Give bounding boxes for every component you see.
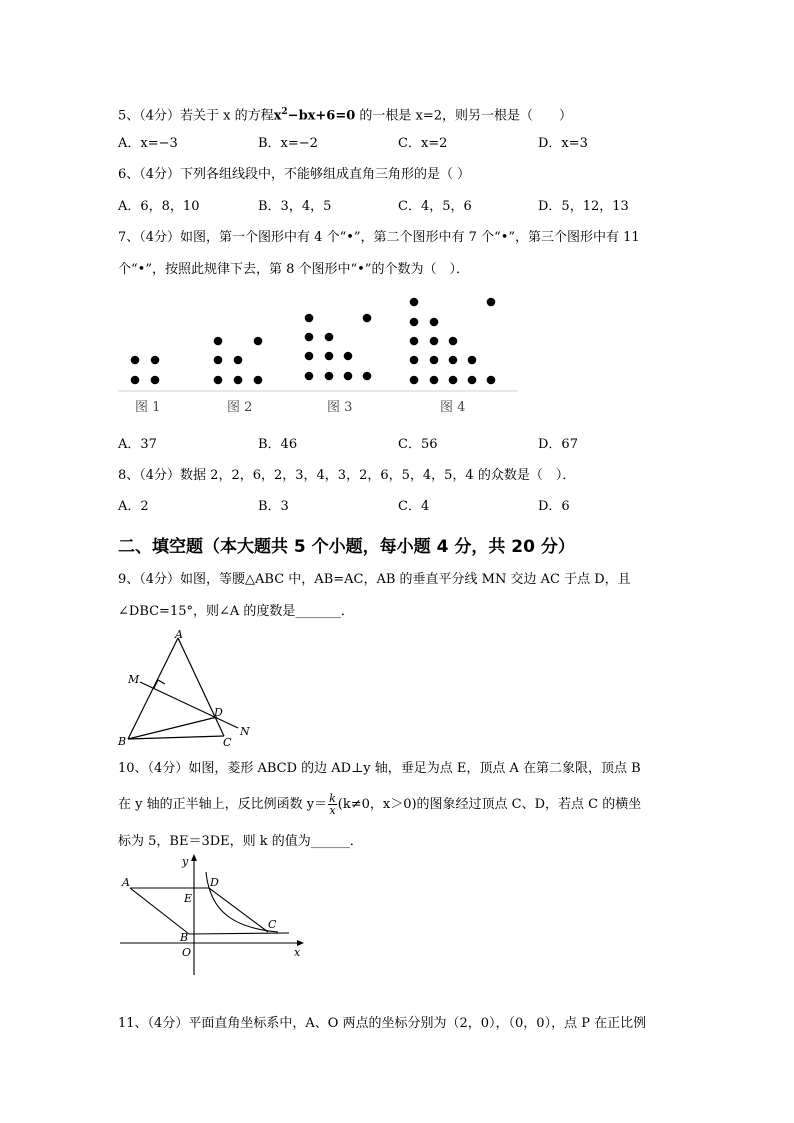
- label-D: D: [210, 876, 219, 889]
- rhombus-figure: [114, 852, 314, 978]
- question-6-stem: 6、（4分）下列各组线段中，不能够组成直角三角形的是（ ）: [118, 167, 471, 182]
- label-D: D: [214, 706, 223, 719]
- q7-option-a: A．37: [118, 437, 157, 452]
- figure-label-4: 图 4: [440, 400, 466, 415]
- question-10-stem-line2: [118, 792, 641, 818]
- q7-option-b: B．46: [258, 437, 298, 452]
- label-C: C: [223, 736, 232, 749]
- fraction-numerator: k: [329, 792, 336, 805]
- label-y-axis: y: [182, 855, 189, 868]
- q5-option-b: B．x=−2: [258, 136, 318, 151]
- equation-part: −bx+6=0: [287, 108, 356, 124]
- q6-option-b: B．3，4，5: [258, 199, 332, 214]
- q6-option-c: C．4，5，6: [398, 199, 472, 214]
- label-N: N: [240, 725, 250, 738]
- question-9-stem-line1: 9、（4分）如图，等腰△ABC 中，AB=AC，AB 的垂直平分线 MN 交边 AC 于点 D，且: [118, 572, 631, 587]
- figure-label-2: 图 2: [227, 400, 253, 415]
- dot-pattern-figure: [118, 290, 518, 420]
- question-8-stem: 8、（4分）数据 2，2，6，2，3，4，3，2，6，5，4，5，4 的众数是（ ）．: [118, 468, 576, 483]
- label-B: B: [118, 735, 127, 748]
- q7-option-d: D．67: [538, 437, 578, 452]
- label-A: A: [122, 876, 130, 889]
- label-M: M: [128, 673, 140, 686]
- equation-part: x: [273, 108, 282, 124]
- fraction-k-over-x: [328, 793, 337, 816]
- question-9-stem-line2: ∠DBC=15°，则∠A 的度数是_______．: [118, 604, 354, 619]
- q8-option-c: C．4: [398, 499, 430, 514]
- question-11-stem: 11、（4分）平面直角坐标系中，A、O 两点的坐标分别为（2，0），（0，0），点 P 在正比例: [118, 1016, 647, 1031]
- triangle-figure: [112, 628, 262, 750]
- equation-exponent: 2: [281, 107, 288, 117]
- figure-label-3: 图 3: [327, 400, 353, 415]
- question-5-prefix: 5、（4分）若关于 x 的方程: [118, 108, 274, 124]
- question-5-suffix: 的一根是 x=2，则另一根是（ ）: [355, 108, 573, 124]
- q5-option-d: D．x=3: [538, 136, 588, 151]
- section-title-fill-in: 二、填空题（本大题共 5 个小题，每小题 4 分，共 20 分）: [118, 537, 575, 557]
- q5-option-a: A．x=−3: [118, 136, 178, 151]
- pattern-figure-1: [131, 356, 160, 385]
- label-C: C: [268, 918, 277, 931]
- question-7-stem-line1: 7、（4分）如图，第一个图形中有 4 个“•”，第二个图形中有 7 个“•”，第三个图形中有 11: [118, 230, 640, 245]
- question-7-stem-line2: 个“•”，按照此规律下去，第 8 个图形中“•”的个数为（ ）．: [118, 262, 469, 277]
- q8-option-d: D．6: [538, 499, 570, 514]
- pattern-figure-3: [305, 314, 372, 381]
- label-B: B: [180, 931, 189, 944]
- question-10-text: 在 y 轴的正半轴上，反比例函数 y＝: [118, 797, 328, 812]
- question-10-text: (k≠0，x＞0)的图象经过顶点 C、D，若点 C 的横坐: [337, 797, 642, 812]
- label-A: A: [175, 628, 183, 641]
- question-10-stem-line1: 10、（4分）如图，菱形 ABCD 的边 AD⊥y 轴，垂足为点 E，顶点 A 在第二象限，顶点 B: [118, 761, 641, 776]
- question-10-stem-line3: 标为 5，BE＝3DE，则 k 的值为______．: [118, 834, 363, 849]
- label-x-axis: x: [294, 946, 301, 959]
- q8-option-b: B．3: [258, 499, 289, 514]
- q6-option-d: D．5，12，13: [538, 199, 629, 214]
- q7-option-c: C．56: [398, 437, 438, 452]
- fraction-denominator: x: [329, 804, 336, 817]
- q5-option-c: C．x=2: [398, 136, 448, 151]
- pattern-figure-2: [214, 337, 263, 385]
- figure-label-1: 图 1: [135, 400, 161, 415]
- question-5-stem: [118, 104, 572, 124]
- label-O: O: [182, 946, 192, 959]
- pattern-figure-4: [410, 298, 496, 385]
- q6-option-a: A．6，8，10: [118, 199, 200, 214]
- label-E: E: [184, 892, 193, 905]
- q8-option-a: A．2: [118, 499, 149, 514]
